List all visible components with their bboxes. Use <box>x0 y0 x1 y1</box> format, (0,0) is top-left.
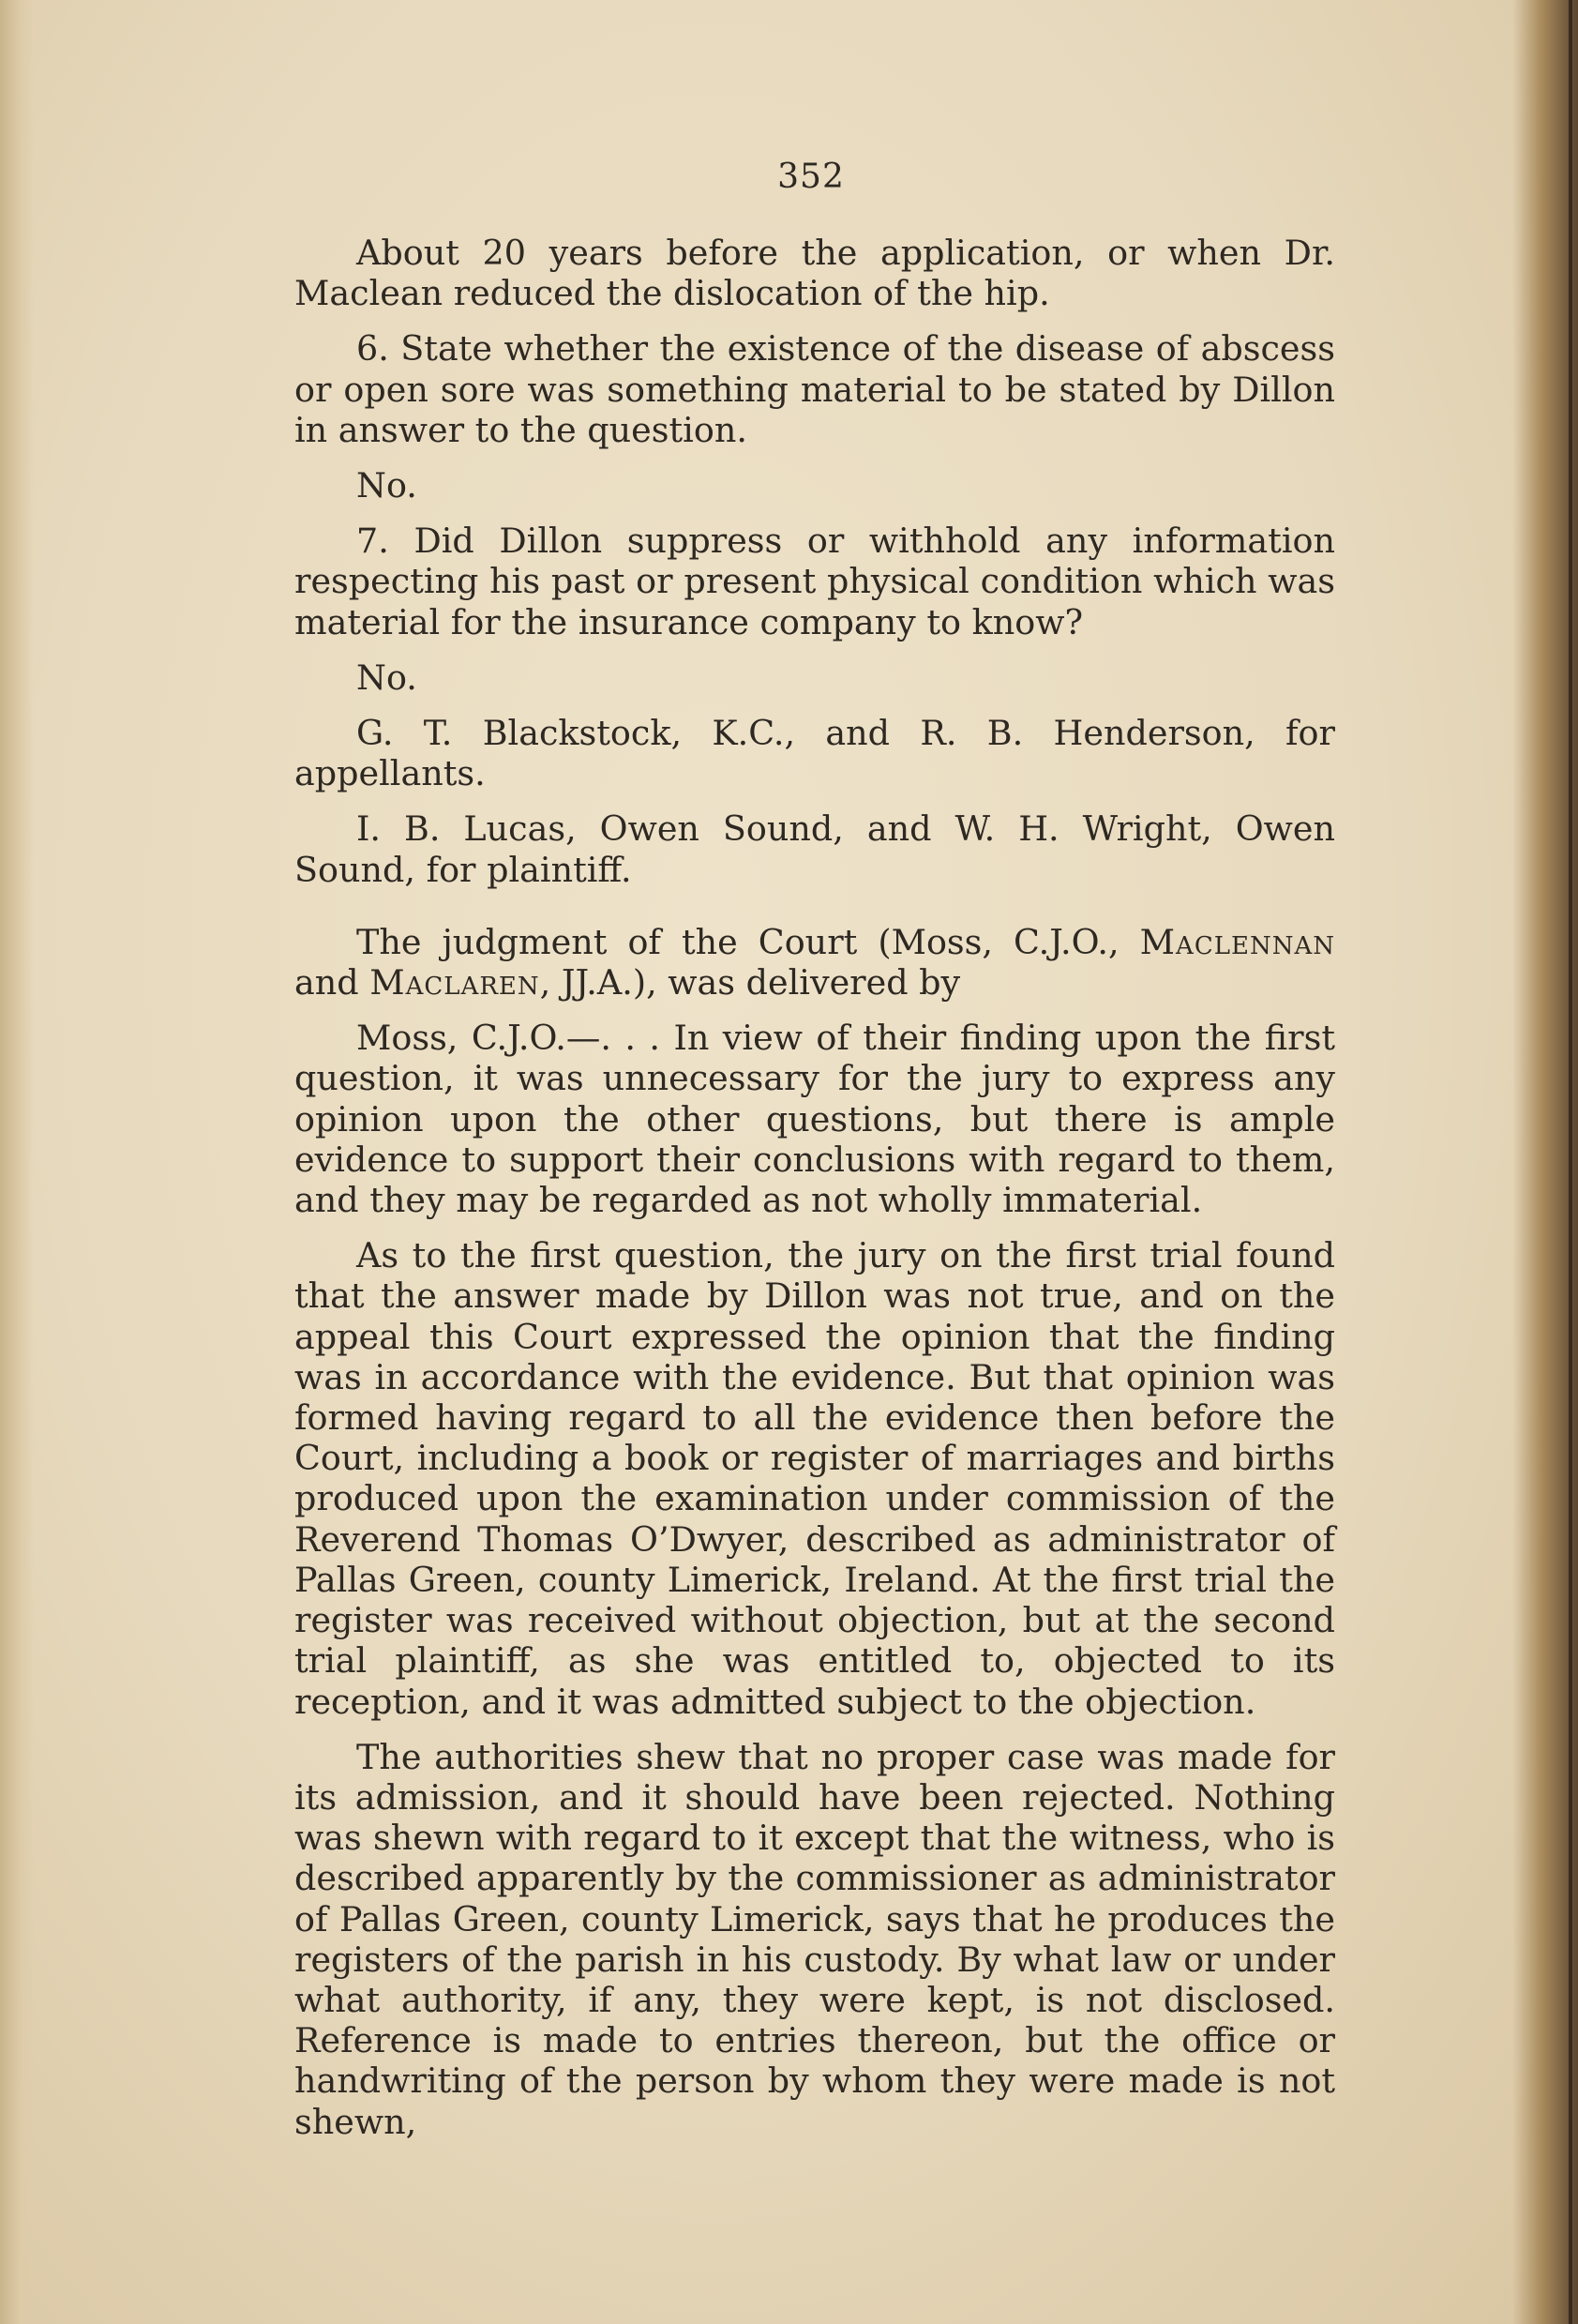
counsel-appellants: G. T. Blackstock, K.C., and R. B. Henderson, for appellants. <box>294 713 1335 794</box>
judgment-paragraph-2: As to the first question, the jury on the first trial found that the answer made by Dillon was not true, and on the appeal this Court expressed the opinion that the finding was in accordance with the evidence. But that opinion was formed having regard to all the evidence then before the Court, including a book or register of marriages and births produced upon the examination under commission of the Reverend Thomas O’Dwyer, described as administrator of Pallas Green, county Limerick, Ireland. At the first trial the register was received without objection, but at the second trial plaintiff, as she was entitled to, objected to its reception, and it was admitted subject to the objection. <box>294 1235 1335 1722</box>
judge-maclennan: Maclennan <box>1139 921 1335 962</box>
answer-7: No. <box>356 656 417 698</box>
body-text <box>294 233 1335 2157</box>
judgment-intro-and: and <box>294 962 370 1004</box>
judgment-intro-start: The judgment of the Court (Moss, C.J.O., <box>356 921 1140 962</box>
page-number: 352 <box>777 158 845 196</box>
judgment-intro-end: , JJ.A.), was delivered by <box>539 962 961 1004</box>
counsel-plaintiff: I. B. Lucas, Owen Sound, and W. H. Wright, Owen Sound, for plaintiff. <box>294 808 1335 890</box>
question-6: 6. State whether the existence of the disease of abscess or open sore was something material to be stated by Dillon in answer to the question. <box>294 328 1335 450</box>
answer-6: No. <box>356 465 417 506</box>
paragraph-answer-5: About 20 years before the application, or when Dr. Maclean reduced the dislocation of the hip. <box>294 233 1335 314</box>
page-left-edge <box>0 0 34 2324</box>
judgment-paragraph-1: Moss, C.J.O.—. . . In view of their finding upon the first question, it was unnecessary for the jury to express any opinion upon the other questions, but there is ample evidence to support their conclusions with regard to them, and they may be regarded as not wholly immaterial. <box>294 1018 1335 1221</box>
section-spacer <box>294 905 1335 922</box>
question-7: 7. Did Dillon suppress or withhold any information respecting his past or present physical condition which was material for the insurance company to know? <box>294 521 1335 642</box>
judgment-paragraph-3: The authorities shew that no proper case was made for its admission, and it should have been rejected. Nothing was shewn with regard to it except that the witness, who is described apparently by the commissioner as administrator of Pallas Green, county Limerick, says that he produces the registers of the parish in his custody. By what law or under what authority, if any, they were kept, is not disclosed. Reference is made to entries thereon, but the office or handwriting of the person by whom they were made is not shewn, <box>294 1736 1335 2142</box>
book-spine-edge <box>1569 0 1572 2324</box>
judge-maclaren: Maclaren <box>369 962 540 1004</box>
judgment-intro <box>294 922 1335 1003</box>
